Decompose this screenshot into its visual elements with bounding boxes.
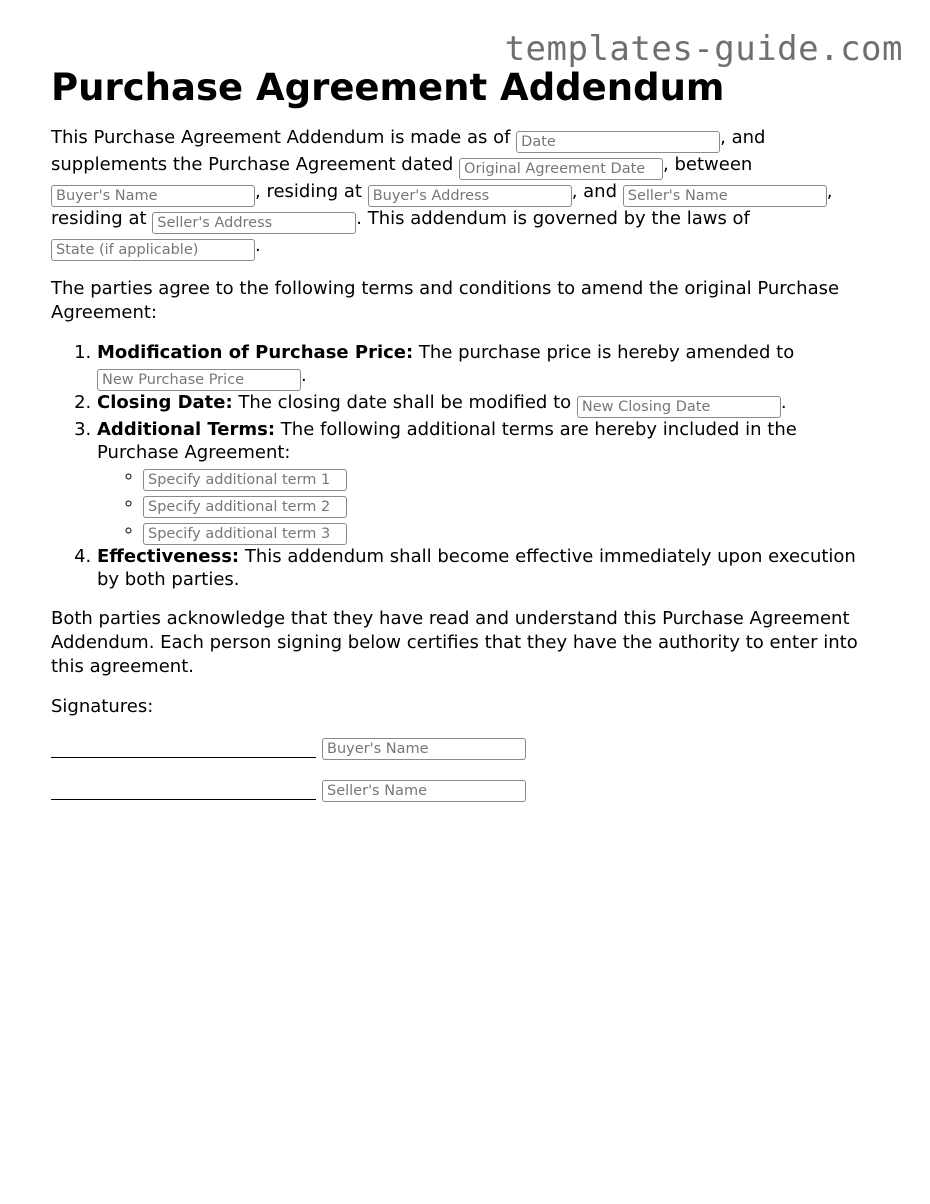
intro-text: , residing at	[51, 181, 833, 229]
intro-text: This Purchase Agreement Addendum is made as of	[51, 127, 517, 148]
additional-term-1-input[interactable]	[143, 469, 347, 491]
item-text: The purchase price is hereby amended to	[413, 342, 795, 363]
new-closing-date-input[interactable]	[577, 396, 781, 418]
signatures-label: Signatures:	[51, 696, 154, 717]
intro-text: , between	[663, 154, 753, 175]
list-item	[143, 491, 881, 518]
seller-address-input[interactable]	[152, 212, 356, 234]
item-text: The closing date shall be modified to	[232, 392, 577, 413]
item-heading: Modification of Purchase Price:	[97, 342, 414, 363]
buyer-signature-line[interactable]	[51, 743, 316, 758]
additional-terms-list	[97, 464, 881, 545]
intro-text: , and supplements the Purchase Agreement dated	[51, 127, 766, 175]
buyer-signature-row	[51, 737, 881, 761]
additional-term-2-input[interactable]	[143, 496, 347, 518]
item-heading: Closing Date:	[97, 392, 233, 413]
intro-text: , and	[571, 181, 623, 202]
list-item	[97, 545, 881, 591]
intro-paragraph	[51, 126, 881, 261]
new-purchase-price-input[interactable]	[97, 369, 301, 391]
list-item	[143, 464, 881, 491]
buyer-name-input[interactable]	[51, 185, 255, 207]
intro-text: , residing at	[255, 181, 368, 202]
seller-signature-row	[51, 779, 881, 803]
list-item	[143, 518, 881, 545]
seller-name-input[interactable]	[623, 185, 827, 207]
item-text: The following additional terms are hereby included in the Purchase Agreement:	[97, 419, 797, 463]
additional-term-3-input[interactable]	[143, 523, 347, 545]
list-item	[97, 341, 881, 391]
page-title: Purchase Agreement Addendum	[51, 66, 725, 109]
terms-list	[51, 341, 881, 591]
seller-signature-name-input[interactable]	[322, 780, 526, 802]
state-input[interactable]	[51, 239, 255, 261]
item-heading: Effectiveness:	[97, 546, 240, 567]
buyer-address-input[interactable]	[368, 185, 572, 207]
terms-intro: The parties agree to the following terms and conditions to amend the original Purchase Agreement:	[51, 278, 840, 323]
acknowledgement-paragraph: Both parties acknowledge that they have read and understand this Purchase Agreement Addendum. Each person signing below certifies that they have the authority to enter into this agreement.	[51, 608, 858, 677]
list-item	[97, 391, 881, 418]
list-item	[97, 418, 881, 545]
intro-text: . This addendum is governed by the laws of	[356, 208, 750, 229]
watermark: templates-guide.com	[504, 29, 903, 69]
intro-text: .	[255, 235, 261, 256]
item-text: .	[301, 365, 307, 386]
buyer-signature-name-input[interactable]	[322, 738, 526, 760]
item-text: This addendum shall become effective immediately upon execution by both parties.	[97, 546, 856, 590]
seller-signature-line[interactable]	[51, 785, 316, 800]
item-heading: Additional Terms:	[97, 419, 276, 440]
item-text: .	[780, 392, 787, 413]
original-agreement-date-input[interactable]	[459, 158, 663, 180]
date-input[interactable]	[516, 131, 720, 153]
document-body	[51, 66, 881, 821]
